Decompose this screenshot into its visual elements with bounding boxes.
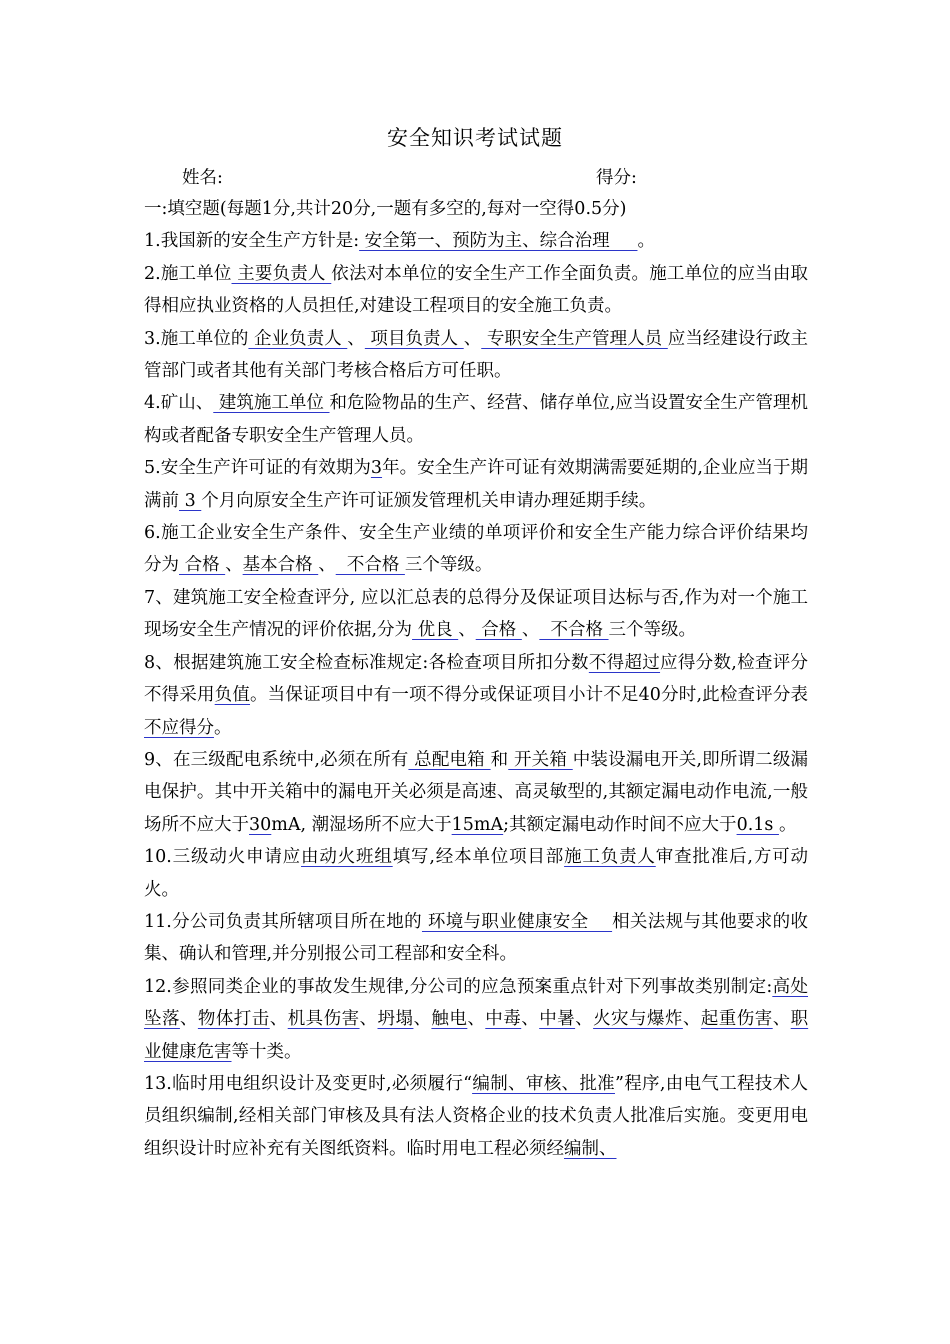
answer: 3 (370, 458, 383, 479)
section-heading: 一:填空题(每题1分,共计20分,一题有多空的,每对一空得0.5分) (144, 199, 627, 219)
answer: 主要负责人 (231, 263, 332, 284)
question-text: 应得分数,检查评分不得采用 (144, 652, 809, 706)
answer: 高处坠落 (144, 976, 809, 1030)
question-text: 13.临时用电组织设计及变更时,必须履行“ (144, 1073, 473, 1094)
question-text: 年。安全生产许可证有效期满需要延期的,企业应当于期满前 (144, 458, 808, 511)
question-text: 中装设漏电开关,即所谓二级漏电保护。其中开关箱中的漏电开关必须是高速、高灵敏型的,其额定漏电动作电流,一般场所不应大于 (144, 749, 809, 835)
answer: 物体打击 (197, 1009, 270, 1030)
question-8 (144, 647, 808, 744)
answer: 建筑施工单位 (213, 393, 330, 414)
question-7 (144, 582, 808, 647)
answer: 坍塌 (377, 1009, 414, 1030)
answer: 负值 (214, 685, 251, 706)
separator: 、 (682, 1009, 701, 1030)
question-13 (144, 1068, 808, 1165)
answer: 不合格 (539, 620, 609, 641)
question-text: 3.施工单位的 (144, 328, 249, 349)
question-text: 、 (458, 620, 476, 641)
answer: 中毒 (485, 1009, 522, 1030)
question-text: 应当经建设行政主管部门或者其他有关部门考核合格后方可任职。 (144, 328, 809, 382)
answer: 专职安全生产管理人员 (481, 328, 668, 349)
question-3 (144, 323, 808, 388)
answer: 施工负责人 (564, 847, 656, 868)
question-4 (144, 387, 808, 452)
question-text: 填写,经本单位项目部 (392, 847, 565, 868)
answer: 项目负责人 (364, 328, 464, 349)
question-text: 2.施工单位 (144, 263, 232, 284)
answer: 不合格 (335, 555, 405, 576)
answer: 中暑 (539, 1009, 576, 1030)
question-6 (144, 517, 808, 582)
answer: 开关箱 (508, 749, 573, 770)
question-12 (144, 971, 808, 1068)
question-text: 三个等级。 (404, 555, 493, 576)
answer: 合格 (179, 555, 226, 576)
answer: 企业负责人 (248, 328, 348, 349)
separator: 、 (179, 1009, 198, 1030)
answer: 15mA (451, 814, 504, 835)
answer: 不应得分 (144, 717, 214, 738)
question-5 (144, 452, 808, 517)
answer: 合格 (475, 620, 522, 641)
question-text: 、 (225, 555, 243, 576)
question-text: 依法对本单位的安全生产工作全面负责。施工单位的应当由取得相应执业资格的人员担任,对建设工程项目的安全施工负责。 (144, 263, 808, 317)
question-text: 。 (214, 717, 232, 738)
separator: 、 (467, 1009, 486, 1030)
question-text: 等十类。 (231, 1041, 302, 1062)
question-text: 、 (347, 328, 365, 349)
question-text: 。 (637, 231, 655, 252)
question-text: 4.矿山、 (144, 393, 214, 414)
name-label: 姓名: (182, 168, 223, 188)
separator: 、 (772, 1009, 791, 1030)
question-text: ”程序,由电气工程技术人员组织编制,经相关部门审核及具有法人资格企业的技术负责人批准后实施。变更用电组织设计时应补充有关图纸资料。临时用电工程必须经 (144, 1073, 808, 1159)
question-text: 、 (521, 620, 540, 641)
separator: 、 (521, 1009, 540, 1030)
question-10 (144, 841, 808, 906)
question-text: 11.分公司负责其所辖项目所在地的 (144, 911, 422, 932)
question-text: 和 (490, 749, 509, 770)
answer: 安全第一、预防为主、综合治理 (359, 231, 638, 252)
question-text: 相关法规与其他要求的收集、确认和管理,并分别报公司工程部和安全科。 (144, 911, 808, 965)
question-text: 审查批准后,方可动火。 (144, 847, 809, 900)
question-text: 三个等级。 (608, 620, 697, 641)
question-text: 12.参照同类企业的事故发生规律,分公司的应急预案重点针对下列事故类别制定: (144, 976, 773, 997)
answer: 火灾与爆炸 (593, 1009, 683, 1030)
answer: 30 (249, 814, 272, 835)
answer: 环境与职业健康安全 (421, 911, 613, 932)
answer: 触电 (431, 1009, 468, 1030)
question-1 (144, 225, 808, 257)
answer: 编制、 (564, 1138, 617, 1159)
question-text: 8、根据建筑施工安全检查标准规定:各检查项目所扣分数 (144, 652, 589, 673)
question-text: 10.三级动火申请应 (144, 847, 302, 868)
question-text: 6.施工企业安全生产条件、安全生产业绩的单项评价和安全生产能力综合评价结果均分为 (144, 523, 808, 576)
answer: 职业健康危害 (144, 1009, 809, 1062)
separator: 、 (269, 1009, 288, 1030)
answer: 不得超过 (588, 652, 661, 673)
question-text: 9、在三级配电系统中,必须在所有 (144, 749, 409, 770)
question-list (144, 193, 808, 1165)
answer: 基本合格 (242, 555, 319, 576)
question-9 (144, 744, 808, 841)
question-text: 。 (778, 814, 797, 835)
separator: 、 (359, 1009, 378, 1030)
question-text: mA, 潮湿场所不应大于 (271, 814, 452, 835)
answer: 起重伤害 (700, 1009, 773, 1030)
answer: 0.1s (736, 814, 779, 835)
answer: 由动火班组 (301, 847, 393, 868)
score-label: 得分: (596, 168, 637, 188)
answer: 总配电箱 (408, 749, 491, 770)
separator: 、 (575, 1009, 594, 1030)
page-title: 安全知识考试试题 (387, 126, 563, 150)
question-text: 7、建筑施工安全检查评分, 应以汇总表的总得分及保证项目达标与否,作为对一个施工现场安全生产情况的评价依据,分为 (144, 587, 808, 641)
answer: 3 (179, 490, 202, 511)
question-2 (144, 258, 808, 323)
question-text: 。当保证项目中有一项不得分或保证项目小计不足40分时,此检查评分表 (250, 685, 809, 706)
separator: 、 (413, 1009, 432, 1030)
question-text: 1.我国新的安全生产方针是: (144, 231, 360, 252)
answer: 优良 (412, 620, 459, 641)
answer: 编制、审核、批准 (472, 1073, 615, 1094)
question-text: 、 (463, 328, 482, 349)
question-text: ;其额定漏电动作时间不应大于 (503, 814, 737, 835)
question-text: 个月向原安全生产许可证颁发管理机关申请办理延期手续。 (201, 490, 657, 511)
question-text: 和危险物品的生产、经营、储存单位,应当设置安全生产管理机构或者配备专职安全生产管理人员。 (144, 393, 808, 446)
question-11 (144, 906, 808, 971)
question-text: 5.安全生产许可证的有效期为 (144, 458, 371, 479)
answer: 机具伤害 (287, 1009, 360, 1030)
question-text: 、 (318, 555, 336, 576)
